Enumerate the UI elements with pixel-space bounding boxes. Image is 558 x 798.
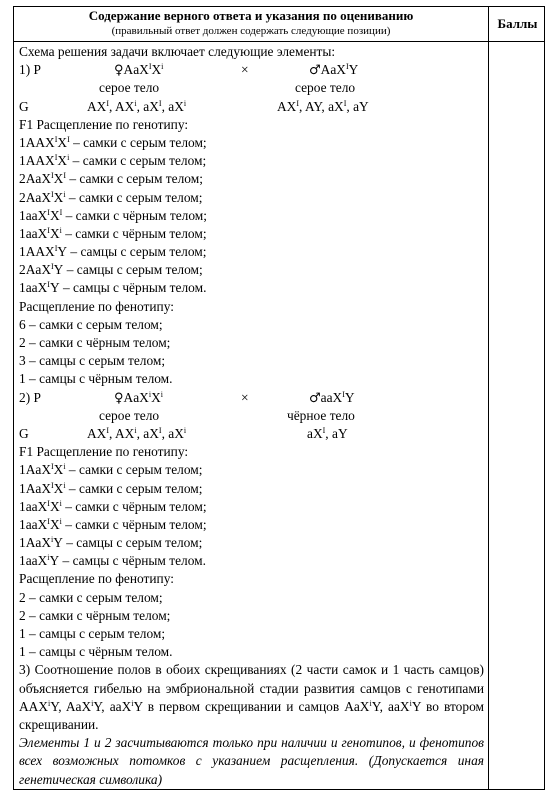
- genotype-line: $1aaX^IX^i$ – самки с чёрным телом;: [19, 498, 207, 514]
- cross2-phenotypes: [19, 407, 484, 425]
- cross1-times-sign: ×: [241, 62, 249, 78]
- genotype-line: $2AaX^IX^I$ – самки с серым телом;: [19, 171, 203, 187]
- cross2-parents: [19, 389, 484, 407]
- cross1-g-label: G: [19, 98, 29, 114]
- cross1-male-genotype: ♂AaX$^I$Y: [309, 62, 359, 79]
- genotype-line: 1AaX$^i$Y – самцы с серым телом;: [19, 535, 203, 551]
- cross2-male-genotype: ♂aaX$^I$Y: [309, 389, 355, 406]
- answer-content: [19, 43, 484, 789]
- male-symbol-icon: ♂: [309, 63, 321, 79]
- genotype-line: $1AAX^IX^i$ – самки с серым телом;: [19, 153, 207, 169]
- explanation-paragraph: 3) Соотношение полов в обоих скрещиваниях (2 части самок и 1 часть самцов) объясняется гибелью на эмбриональной стадии развития самцов с генотипами AAX$^i$Y, AaX$^i$Y, aaX$^i$Y в первом скрещивании и самцов AaX$^i$Y, aaX$^i$Y во втором скрещивании.: [19, 662, 484, 732]
- cross1-male-phenotype: серое тело: [295, 80, 356, 96]
- cross1-phenotypes: [19, 79, 484, 97]
- f1-title-2: F1 Расщепление по генотипу:: [19, 444, 189, 460]
- cross1-male-gametes: $AX^I$, AY, $aX^I$, aY: [277, 98, 369, 114]
- genotype-line: $1AaX^IX^i$ – самки с серым телом;: [19, 480, 203, 496]
- genotype-line: $1AAX^IX^I$ – самки с серым телом;: [19, 134, 207, 150]
- scoring-table: [13, 6, 545, 790]
- cross1-label: 1) P: [19, 62, 41, 78]
- genotype-line: $1aaX^IX^i$ – самки с чёрным телом;: [19, 225, 207, 241]
- phenotype-line: 1 – самцы с чёрным телом.: [19, 371, 173, 387]
- phen-title-1: Расщепление по фенотипу:: [19, 298, 174, 314]
- cross2-g-label: G: [19, 425, 29, 441]
- phenotype-line: 2 – самки с чёрным телом;: [19, 335, 171, 350]
- cross2-female-gametes: $AX^I$, $AX^i$, $aX^I$, $aX^i$: [87, 425, 187, 441]
- cross1-gametes: [19, 98, 484, 116]
- genotype-line: 1aaX$^I$Y – самцы с чёрным телом.: [19, 280, 207, 296]
- phenotype-line: 2 – самки с серым телом;: [19, 589, 163, 605]
- female-symbol-icon: ♀: [114, 390, 124, 406]
- phenotype-line: 2 – самки с чёрным телом;: [19, 607, 171, 623]
- grading-note: Элементы 1 и 2 засчитываются только при наличии и генотипов, и фенотипов всех возможных потомков с указанием расщепления. (Допускается иная генетическая символика): [19, 735, 484, 787]
- phenotype-line: 1 – самцы с серым телом;: [19, 626, 166, 641]
- genotype-line: $1AAX^IY$ – самцы с серым телом;: [19, 244, 207, 260]
- genotype-line: $1AaX^IX^i$ – самки с серым телом;: [19, 462, 203, 478]
- header-divider: [14, 41, 544, 42]
- male-symbol-icon: ♂: [309, 390, 321, 406]
- cross2-times-sign: ×: [241, 389, 249, 405]
- female-symbol-icon: ♀: [114, 63, 124, 79]
- genotype-line: 2AaX$^I$Y – самцы с серым телом;: [19, 262, 203, 278]
- genotype-line: 1aaX$^i$Y – самцы с чёрным телом.: [19, 553, 206, 569]
- phenotypes-1: [19, 316, 484, 389]
- cross2-label: 2) P: [19, 389, 41, 405]
- score-column-header: Баллы: [497, 16, 538, 31]
- header-title: Содержание верного ответа и указания по оцениванию: [88, 8, 414, 23]
- phenotype-line: 3 – самцы с серым телом;: [19, 353, 166, 369]
- cross2-female-phenotype: серое тело: [99, 407, 160, 423]
- cross2-gametes: [19, 425, 484, 443]
- cross1-parents: [19, 61, 484, 79]
- cross1-female-gametes: $AX^I$, $AX^i$, $aX^I$, $aX^i$: [87, 98, 187, 114]
- genotype-line: $1aaX^IX^i$ – самки с чёрным телом;: [19, 516, 207, 532]
- cross1-female-phenotype: серое тело: [99, 80, 160, 96]
- intro-line: Схема решения задачи включает следующие элементы:: [19, 44, 336, 59]
- f1-genotypes-2: [19, 461, 484, 570]
- cross1-female-genotype: $♀AaX^IX^i$: [114, 62, 164, 79]
- genotype-line: $1aaX^IX^I$ – самки с чёрным телом;: [19, 207, 207, 223]
- header-subtitle: (правильный ответ должен содержать следующие позиции): [111, 25, 391, 37]
- phenotypes-2: [19, 589, 484, 662]
- f1-genotypes-1: [19, 134, 484, 298]
- column-divider: [488, 7, 489, 789]
- cross2-male-phenotype: чёрное тело: [287, 407, 355, 423]
- phenotype-line: 6 – самки с серым телом;: [19, 316, 163, 332]
- genotype-line: $2AaX^IX^i$ – самки с серым телом;: [19, 189, 203, 205]
- cross2-female-genotype: $♀AaX^iX^i$: [114, 389, 163, 406]
- phenotype-line: 1 – самцы с чёрным телом.: [19, 644, 173, 660]
- f1-title-1: F1 Расщепление по генотипу:: [19, 116, 189, 132]
- phen-title-2: Расщепление по фенотипу:: [19, 571, 174, 587]
- cross2-male-gametes: $aX^I$, aY: [307, 425, 348, 441]
